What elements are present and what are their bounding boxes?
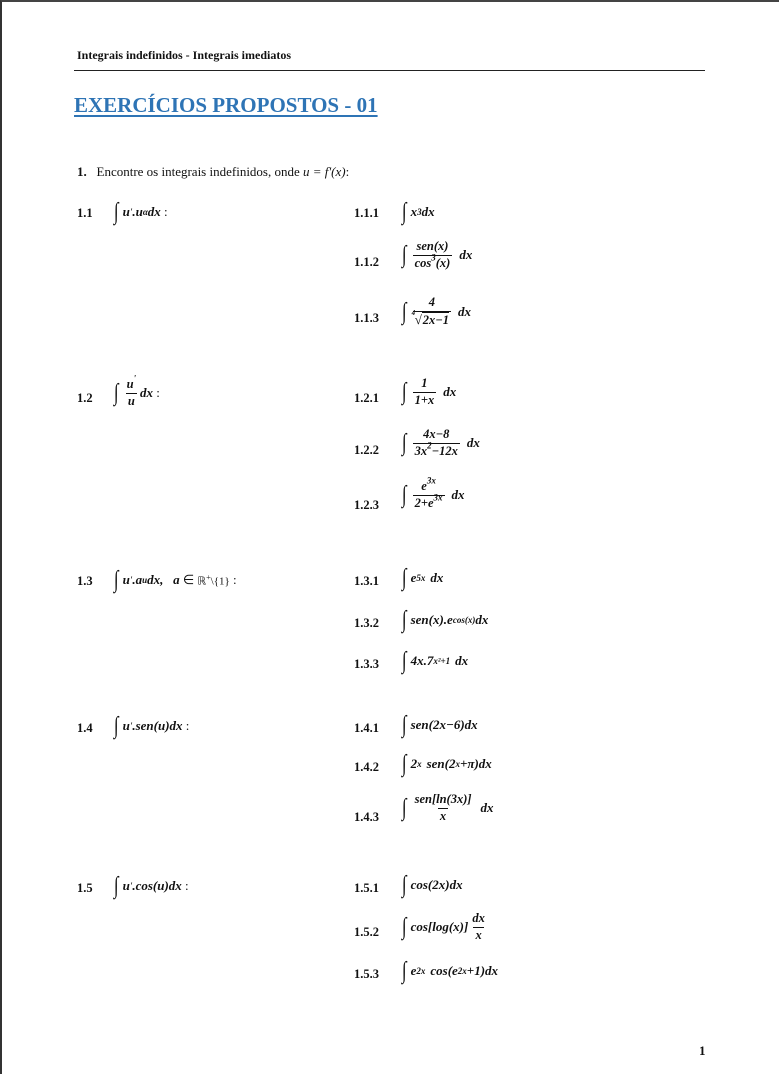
section-number: 1.2 (77, 391, 93, 405)
item-number: 1.4.2 (354, 760, 379, 774)
item-expression: ∫ $\frac{4x-8}{3x^2-12x}$ dx (402, 427, 480, 458)
statement-label: 1. (77, 164, 87, 179)
item-number: 1.5.3 (354, 967, 379, 981)
item-number: 1.4.1 (354, 721, 379, 735)
section-rule: ∫ u ' .u α dx : (114, 199, 168, 225)
item-number: 1.2.3 (354, 498, 379, 512)
section-number: 1.5 (77, 881, 93, 895)
item-number: 1.4.3 (354, 810, 379, 824)
item-expression: ∫ 4 4 √2x−1 dx (402, 295, 472, 327)
item-number: 1.2.2 (354, 443, 379, 457)
item-number: 1.5.2 (354, 925, 379, 939)
item-expression: ∫ $\frac{\text{sen(x)}}{\cos^3(x)}$ dx (402, 239, 473, 270)
section-number: 1.1 (77, 206, 93, 220)
item-number: 1.1.1 (354, 206, 379, 220)
item-number: 1.1.2 (354, 255, 379, 269)
item-expression: ∫ cos(2x)dx (402, 872, 463, 898)
page-title: EXERCÍCIOS PROPOSTOS - 01 (74, 93, 378, 117)
section-rule: ∫ u ' .a u dx, a ∈ ℝ+\{1} : (114, 567, 237, 593)
section-number: 1.3 (77, 574, 93, 588)
item-expression: ∫ $\frac{\text{sen[ln(3x)]}}{x}$ dx (402, 792, 494, 823)
statement-end: : (345, 164, 350, 179)
item-expression: ∫ x 3 dx (402, 199, 435, 225)
section-rule: ∫ u ' .sen(u)dx : (114, 713, 190, 739)
item-number: 1.5.1 (354, 881, 379, 895)
section-rule: ∫ u ' .cos(u)dx : (114, 873, 189, 899)
statement-text: Encontre os integrais indefinidos, onde (96, 164, 300, 179)
item-number: 1.1.3 (354, 311, 379, 325)
item-number: 1.3.3 (354, 657, 379, 671)
item-expression: ∫ $\frac{1}{1+x}$ dx (402, 376, 457, 407)
statement-math: u = f'(x) (303, 164, 346, 179)
item-expression: ∫ e 2x cos(e 2x +1)dx (402, 958, 499, 984)
item-expression: ∫ sen(2x−6)dx (402, 712, 478, 738)
page-number: 1 (699, 1043, 706, 1058)
item-number: 1.3.1 (354, 574, 379, 588)
header-rule (74, 70, 705, 71)
item-expression: ∫ 4x.7 x²+1 dx (402, 648, 469, 674)
running-header: Integrais indefinidos - Integrais imediatos (77, 48, 292, 62)
item-expression: ∫ e 5x dx (402, 565, 444, 591)
item-number: 1.2.1 (354, 391, 379, 405)
section-rule: ∫ $\frac{u'}{u}$ dx : (114, 373, 160, 408)
item-expression: ∫ $\frac{e^{3x}}{2+e^{3x}}$ dx (402, 475, 465, 510)
exercise-statement (77, 164, 349, 180)
section-number: 1.4 (77, 721, 93, 735)
item-expression: ∫ sen(x).e cos(x) dx (402, 607, 489, 633)
item-expression: ∫ 2 x sen(2 x +π)dx (402, 751, 492, 777)
item-number: 1.3.2 (354, 616, 379, 630)
item-expression: ∫ cos[log(x)] $\frac{dx}{x}$ (402, 911, 485, 942)
